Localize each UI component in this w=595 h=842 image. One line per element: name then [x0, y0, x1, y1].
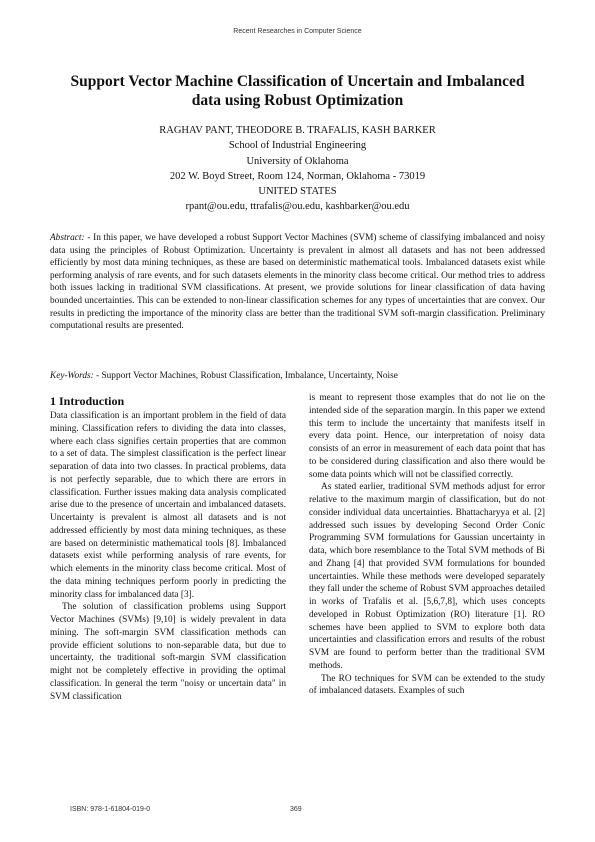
keywords-text: - Support Vector Machines, Robust Classification, Imbalance, Uncertainty, Noise — [93, 371, 398, 381]
footer-isbn: ISBN: 978-1-61804-019-0 — [70, 806, 151, 813]
paragraph: As stated earlier, traditional SVM methods adjust for error relative to the maximum margin of classification, but do not consider individual data uncertainties. Bhattacharyya et al. [2] addressed such issues by developing Second Order Conic Programming SVM formulations for Gaussian uncertainty in data, which bore resemblance to the Total SVM methods of Bi and Zhang [4] that provided SVM formulations for bounded uncertainties. While these methods were developed separately they fall under the scheme of Robust SVM approaches detailed in works of Trafalis et al. [5,6,7,8], which uses concepts developed in Robust Optimization (RO) literature [1]. RO schemes have been applied to SVM to explore both data uncertainties and classification errors and results of the robust SVM are found to perform better than the traditional SVM methods. — [309, 482, 545, 671]
paper-title-line-1: Support Vector Machine Classification of Uncertain and Imbalanced — [70, 73, 525, 90]
author-block — [50, 123, 545, 215]
abstract — [50, 232, 545, 333]
author-address: 202 W. Boyd Street, Room 124, Norman, Oklahoma - 73019 — [169, 170, 426, 182]
page-number: 369 — [290, 806, 302, 813]
paper-title-line-2: data using Robust Optimization — [191, 92, 404, 109]
paragraph: is meant to represent those examples that do not lie on the intended side of the separation margin. In this paper we extend this term to include the uncertainty that manifests itself in every data point. Hence, our interpretation of noisy data consists of an error in measurement of each data point that has to be considered during classification and also there would be some data points which will not be classified correctly. — [309, 393, 545, 480]
abstract-label: Abstract: — [50, 233, 85, 243]
keywords-label: Key-Words: — [50, 371, 94, 381]
section-heading: 1 Introduction — [50, 394, 125, 408]
paragraph: The solution of classification problems using Support Vector Machines (SVMs) [9,10] is widely prevalent in data mining. The soft-margin SVM classification methods can provide efficient solutions to non-separable data, but due to uncertainty, the traditional soft-margin SVM classification might not be completely effective in providing the optimal classification. In general the term "noisy or uncertain data" in SVM classification — [50, 602, 286, 702]
right-column — [309, 392, 545, 698]
running-header: Recent Researches in Computer Science — [233, 28, 362, 35]
keywords — [50, 370, 545, 383]
author-names: RAGHAV PANT, THEODORE B. TRAFALIS, KASH BARKER — [159, 125, 436, 136]
author-university: University of Oklahoma — [246, 155, 349, 167]
paper-title — [50, 72, 545, 110]
abstract-text: - In this paper, we have developed a robust Support Vector Machines (SVM) scheme of classifying imbalanced and noisy data using the principles of Robust Optimization. Uncertainty is prevalent in almost all datasets and has not been addressed efficiently by most data mining techniques, as these are based on deterministic mathematical tools. Imbalanced datasets exist while performing analysis of rare events, and for such datasets elements in the minority class become critical. Our method tries to address both issues lacking in traditional SVM classifications. At present, we provide solutions for linear classification of data having bounded uncertainties. This can be extended to non-linear classification schemes for any types of uncertainties that are convex. Our results in predicting the importance of the minority class are better than the traditional SVM soft-margin classification. Preliminary computational results are presented. — [50, 233, 545, 332]
paragraph: The RO techniques for SVM can be extended to the study of imbalanced datasets. Examples of such — [309, 673, 545, 697]
paragraph: Data classification is an important problem in the field of data mining. Classification refers to dividing the data into classes, where each class signifies certain properties that are common to a set of data. The simplest classification is the perfect linear separation of data into two classes. In practical problems, data is not perfectly separable, due to which there are errors in classification. Further issues making data analysis complicated arise due to the presence of uncertain and imbalanced datasets. Uncertainty is prevalent is almost all datasets and is not addressed efficiently by most data mining techniques, as these are based on deterministic mathematical tools [8]. Imbalanced datasets exist while performing analysis of rare events, for which elements in the minority class become critical. Most of the data mining techniques perform poorly in predicting the minority class for imbalanced data [3]. — [50, 411, 286, 600]
author-school: School of Industrial Engineering — [228, 140, 367, 152]
author-country: UNITED STATES — [258, 186, 337, 198]
author-emails: rpant@ou.edu, ttrafalis@ou.edu, kashbarker@ou.edu — [185, 201, 410, 213]
left-column — [50, 410, 286, 703]
